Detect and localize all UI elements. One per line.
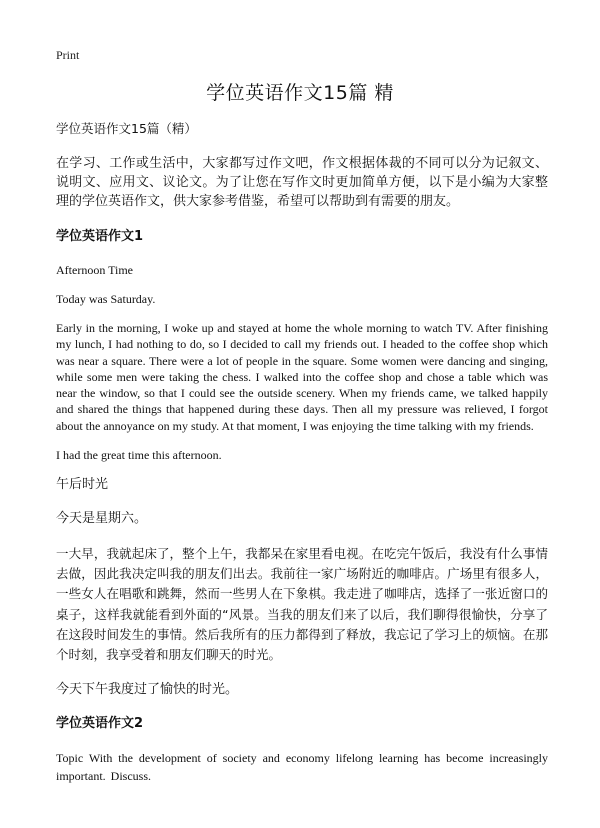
essay-1-english-title: Afternoon Time	[56, 263, 134, 277]
essay-1-english-opening: Today was Saturday.	[56, 292, 156, 306]
essay-1-chinese-opening: 今天是星期六。	[56, 511, 148, 527]
essay-1-english-body: Early in the morning, I woke up and stayed at home the whole morning to watch TV. After finishing my lunch, I had nothing to do, so I decided to call my friends out. I headed to the coffee shop which was near a square. There were a lot of people in the square. Some women were dancing and singing, while some men were taking the chess. I walked into the coffee shop and chose a table which was near the window, so that I could see the outside scenery. When my friends came, we talked happily and shared the things that happened during these days. Then all my pressure was relieved, I forgot about the annoyance on my study. At that moment, I was enjoying the time talking with my friends.	[56, 321, 548, 433]
print-label: Print	[56, 48, 80, 62]
essay-1-chinese-closing: 今天下午我度过了愉快的时光。	[56, 682, 239, 698]
essay-2-topic: Topic With the development of society and economy lifelong learning has become increasingly important. Discuss.	[56, 751, 548, 784]
document-body	[56, 121, 548, 785]
essay-1-english-closing: I had the great time this afternoon.	[56, 448, 222, 463]
page-title: 学位英语作文15篇 精	[206, 82, 394, 104]
essay-1-heading: 学位英语作文1	[56, 229, 144, 244]
document-subtitle: 学位英语作文15篇（精）	[56, 121, 197, 136]
essay-2-section	[56, 715, 548, 785]
intro-paragraph: 在学习、工作或生活中，大家都写过作文吧，作文根据体裁的不同可以分为记叙文、说明文、应用文、议论文。为了让您在写作文时更加简单方便，以下是小编为大家整理的学位英语作文，供大家参考借鉴，希望可以帮助到有需要的朋友。	[56, 156, 548, 209]
essay-1-section	[56, 228, 548, 699]
essay-2-heading: 学位英语作文2	[56, 716, 144, 732]
essay-1-chinese-title: 午后时光	[56, 477, 109, 493]
essay-1-chinese-body: 一大早，我就起床了，整个上午，我都呆在家里看电视。在吃完午饭后，我没有什么事情去做，因此我决定叫我的朋友们出去。我前往一家广场附近的咖啡店。广场里有很多人，一些女人在唱歌和跳舞，然而一些男人在下象棋。我走进了咖啡店，选择了一张近窗口的桌子，这样我就能看到外面的“风景。当我的朋友们来了以后，我们聊得很愉快，分享了在这段时间发生的事情。然后我所有的压力都得到了释放，我忘记了学习上的烦恼。在那个时刻，我享受着和朋友们聊天的时光。	[56, 546, 548, 663]
